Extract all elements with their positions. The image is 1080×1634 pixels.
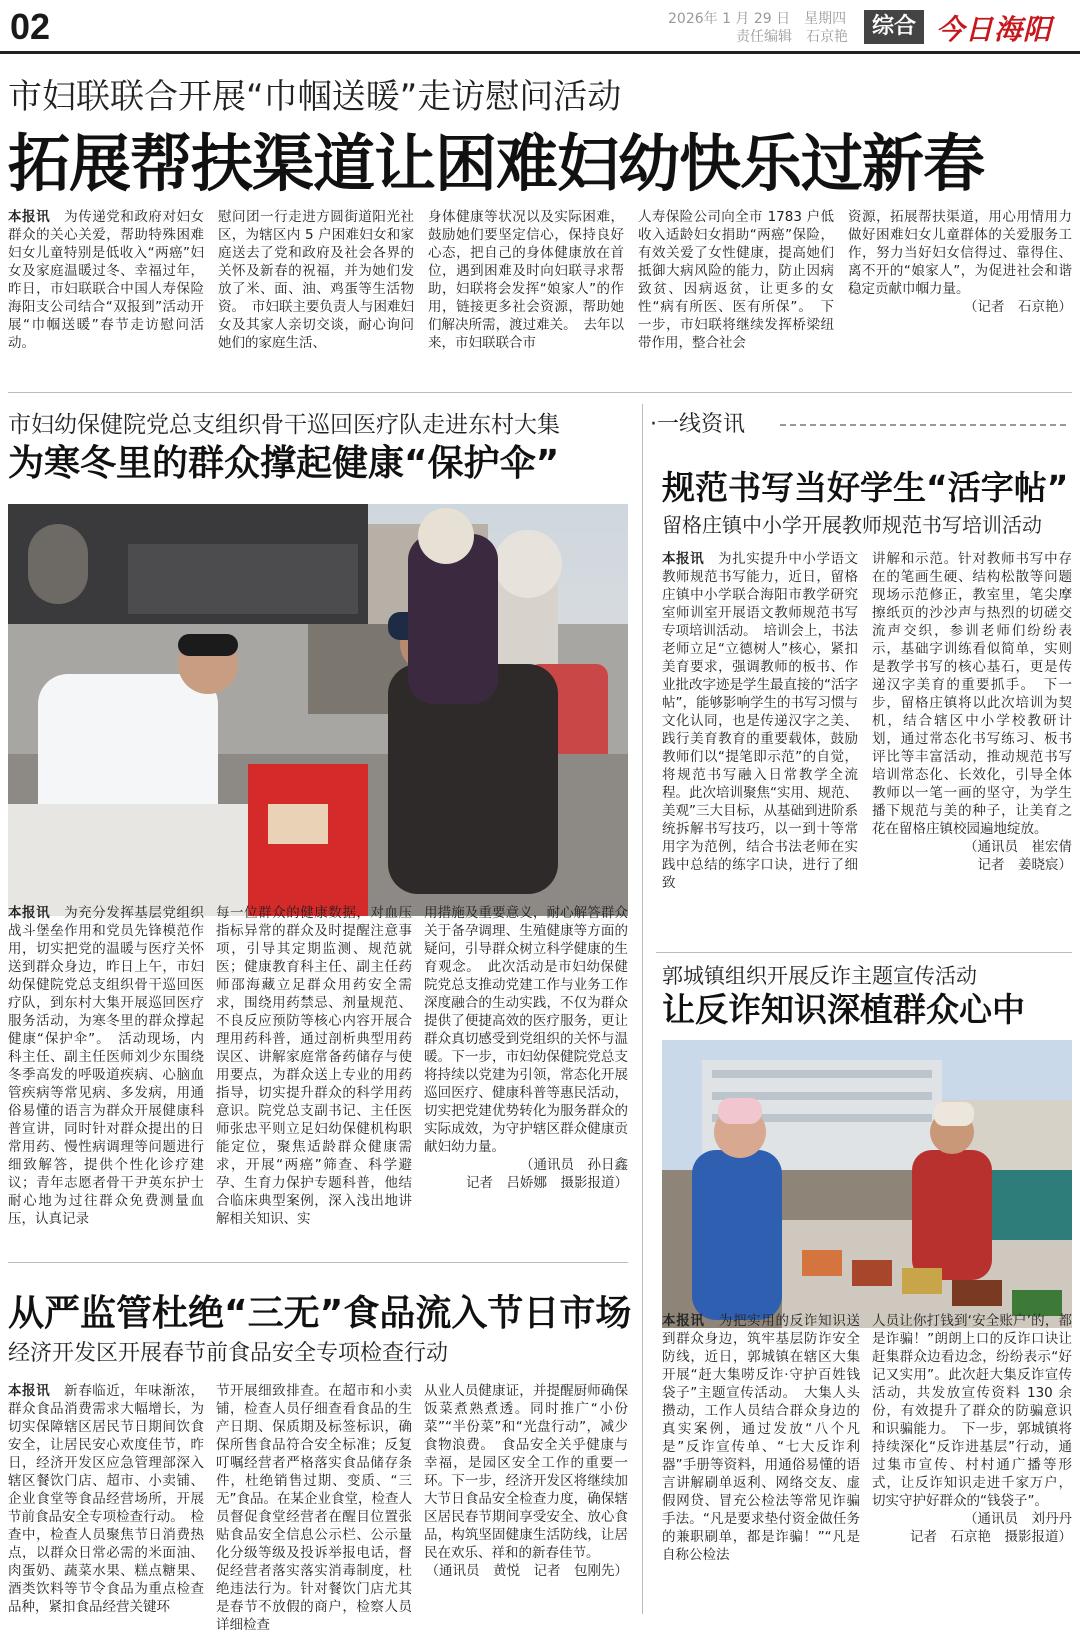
article2-column-2 (216, 904, 412, 1228)
page-number: 02 (10, 6, 51, 47)
article2-kicker: 市妇幼保健院党总支组织骨干巡回医疗队走进东村大集 (8, 412, 560, 438)
article2-byline-1: （通讯员 孙日鑫 (520, 1157, 628, 1173)
article3-column-2 (872, 550, 1072, 874)
divider-line (656, 952, 1072, 953)
article2-headline: 为寒冬里的群众撑起健康“保护伞” (8, 443, 560, 484)
article5-column-3 (424, 1382, 628, 1580)
article5-column-1 (8, 1382, 204, 1616)
article2-column-1 (8, 904, 204, 1228)
article2-photo (8, 504, 628, 916)
article2-column-3 (424, 904, 628, 1192)
article1-text-2: 慰问团一行走进方圆街道阳光社区，为辖区内 5 户困难妇女和家庭送去了党和政府及社会各界的关怀及新春的祝福，并为她们发放了米、面、油、鸡蛋等生活物资。 市妇联主要负责人与困难妇女及其家人亲切交谈，耐心询问她们的家庭生活、 (218, 209, 414, 351)
column-divider (642, 404, 643, 1614)
article3-headline: 规范书写当好学生“活字帖” (662, 468, 1069, 507)
article4-lead: 本报讯 (662, 1313, 705, 1329)
article5-text-2: 节开展细致排查。在超市和小卖铺，检查人员仔细查看食品的生产日期、保质期及标签标识，确保所售食品符合安全标准；反复叮嘱经营者严格落实食品储存条件，杜绝销售过期、变质、“三无”食品。在某企业食堂，检查人员督促食堂经营者在醒目位置张贴食品安全信息公示栏、公示量化分级等级及投诉举报电话，督促经营者落实落实消毒制度，杜绝违法行为。针对餐饮门店尤其是春节不放假的商户，检察人员详细检查 (216, 1383, 412, 1633)
article3-byline-1: （通讯员 崔宏倩 (964, 839, 1072, 855)
article3-column-1 (662, 550, 858, 892)
article5-lead: 本报讯 (8, 1383, 51, 1399)
article3-subtitle: 留格庄镇中小学开展教师规范书写培训活动 (662, 513, 1042, 537)
article4-byline-1: （通讯员 刘丹丹 (964, 1511, 1072, 1527)
article1-column-3 (428, 208, 624, 352)
article4-kicker: 郭城镇组织开展反诈主题宣传活动 (662, 964, 977, 988)
article5-byline: （通讯员 黄悦 记者 包刚先） (425, 1563, 628, 1579)
divider-line (8, 392, 1072, 393)
article1-column-4 (638, 208, 834, 352)
article5-headline: 从严监管杜绝“三无”食品流入节日市场 (8, 1293, 632, 1334)
article4-column-1 (662, 1312, 860, 1564)
article1-byline: （记者 石京艳） (964, 299, 1072, 315)
article2-byline-2: 记者 吕娇娜 摄影报道） (466, 1175, 628, 1191)
article4-text-1: 为把实用的反诈知识送到群众身边，筑牢基层防诈安全防线，近日，郭城镇在辖区大集开展“赶大集唠反诈·守护百姓钱袋子”主题宣传活动。 大集人头攒动，工作人员结合群众身边的真实案例，通过发放“八个凡是”反诈宣传单、“七大反诈利器”手册等资料，用通俗易懂的语言讲解刷单返利、网络交友、虚假网贷、冒充公检法等常见诈骗手法。“凡是要求垫付资金做任务的兼职刷单，都是诈骗！”“凡是自称公检法 (662, 1313, 861, 1563)
article3-lead: 本报讯 (662, 551, 705, 567)
article4-photo (662, 1040, 1072, 1328)
article5-text-1: 新春临近，年味渐浓，群众食品消费需求大幅增长，为切实保障辖区居民节日期间饮食安全，让居民安心欢度佳节，昨日，经济开发区应急管理部深入辖区餐饮门店、超市、小卖铺、企业食堂等食品经营场所，开展节前食品安全专项检查行动。 检查中，检查人员聚焦节日消费热点，以群众日常必需的米面油、肉蛋奶、蔬菜水果、糕点糖果、酒类饮料等节令食品为重点检查品种，紧扣食品经营关键环 (8, 1383, 205, 1615)
article1-text-1: 为传递党和政府对妇女群众的关心关爱，帮助特殊困难妇女儿童特别是低收入“两癌”妇女及家庭温暖过冬、幸福过年，昨日，市妇联联合中国人寿保险海阳支公司结合“双报到”活动开展“巾帼送暖”春节走访慰问活动。 (8, 209, 205, 351)
article1-column-2 (218, 208, 414, 352)
medical-outreach-photo (8, 504, 628, 916)
article1-text-5: 资源，拓展帮扶渠道，用心用情用力做好困难妇女儿童群体的关爱服务工作，努力当好妇女信得过、靠得住、离不开的“娘家人”，为促进社会和谐稳定贡献巾帼力量。 (848, 209, 1072, 297)
article5-text-3: 从业人员健康证，并提醒厨师确保饭菜煮熟煮透。同时推广“小份菜”“半份菜”和“光盘行动”，减少食物浪费。 食品安全关乎健康与幸福，是园区安全工作的重要一环。下一步，经济开发区将继续加大节日食品安全检查力度，确保辖区居民春节期间享受安全、放心食品，构筑坚固健康生活防线，让居民在欢乐、祥和的新春佳节。 (424, 1383, 628, 1561)
article3-byline-2: 记者 姜晓宸） (977, 857, 1072, 873)
article4-byline-2: 记者 石京艳 摄影报道） (910, 1529, 1072, 1545)
section-badge: 综合 (864, 10, 924, 44)
article1-headline: 拓展帮扶渠道让困难妇幼快乐过新春 (8, 127, 985, 200)
article4-column-2 (872, 1312, 1072, 1546)
editor-credit: 责任编辑 石京艳 (736, 29, 848, 45)
article1-column-5 (848, 208, 1072, 316)
article3-text-1: 为扎实提升中小学语文教师规范书写能力，近日，留格庄镇中小学联合海阳市教学研究室师训室开展语文教师规范书写专项培训活动。 培训会上，书法老师立足“立德树人”核心，紧扣美育要求，强调教师的板书、作业批改字迹是学生最直接的“活字帖”，能够影响学生的书写习惯与文化认同，也是传递汉字之美、践行美育教育的重要载体，鼓励教师们以“提笔即示范”的自觉，将规范书写融入日常教学全流程。此次培训聚焦“实用、规范、美观”三大目标，从基础到进阶系统拆解书写技巧，以一到十等常用字为范例，结合书法老师在实践中总结的练字口诀，进行了细致 (662, 551, 859, 891)
anti-fraud-market-photo (662, 1040, 1072, 1328)
article2-text-1: 为充分发挥基层党组织战斗堡垒作用和党员先锋模范作用，切实把党的温暖与医疗关怀送到群众身边，昨日上午，市妇幼保健院党总支组织骨干巡回医疗队，到东村大集开展巡回医疗服务活动，为寒冬里的群众撑起健康“保护伞”。 活动现场，内科主任、副主任医师刘少东围绕冬季高发的呼吸道疾病、心脑血管疾病等常见病、多发病，用通俗易懂的语言为群众开展健康科普宣讲，同时针对群众提出的日常用药、慢性病调理等问题进行细致解答，提供个性化诊疗建议；青年志愿者骨干尹英东护士耐心地为过往群众免费测量血压，认真记录 (8, 905, 205, 1227)
article5-column-2 (216, 1382, 412, 1634)
publication-date: 2026年 1 月 29 日 星期四 (668, 11, 847, 27)
divider-line (8, 1262, 628, 1263)
article1-kicker: 市妇联联合开展“巾帼送暖”走访慰问活动 (8, 77, 622, 117)
news-column-tag: ·一线资讯 (650, 412, 745, 437)
article3-text-2: 讲解和示范。针对教师书写中存在的笔画生硬、结构松散等问题现场示范修正，教室里，笔尖摩擦纸页的沙沙声与热烈的切磋交流声交织，参训老师们纷纷表示，基础字训练看似简单，实则是教学书写的核心基石，更是传递汉字美育的重要抓手。 下一步，留格庄镇将以此次培训为契机，结合辖区中小学校教研计划，通过常态化书写练习、板书评比等丰富活动，推动规范书写培训常态化、长效化，引导全体教师以一笔一画的坚守，为学生播下规范与美的种子，让美育之花在留格庄镇校园遍地绽放。 (872, 551, 1072, 837)
newspaper-logo: 今日海阳 (936, 13, 1053, 46)
article4-text-2: 人员让你打钱到‘安全账户’的，都是诈骗！”朗朗上口的反诈口诀让赶集群众边看边念，纷纷表示“好记又实用”。此次赶大集反诈宣传活动，共发放宣传资料 130 余份，有效提升了群众的防骗意识和识骗能力。 下一步，郭城镇将持续深化“反诈进基层”行动，通过集市宣传、村村通广播等形式，让反诈知识走进千家万户，切实守护好群众的“钱袋子”。 (872, 1313, 1072, 1509)
dashed-rule (780, 424, 1070, 426)
article2-text-2: 每一位群众的健康数据，对血压指标异常的群众及时提醒注意事项，引导其定期监测、规范就医；健康教育科主任、副主任药师邵海藏立足群众用药安全需求，围绕用药禁忌、剂量规范、不良反应预防等核心内容开展合理用药科普，通过剖析典型用药误区、讲解家庭常备药储存与使用要点，为群众送上专业的用药指导，切实提升群众的科学用药意识。院党总支副书记、主任医师张忠平则立足妇幼保健机构职能定位，聚焦适龄群众健康需求，开展“两癌”筛查、科学避孕、生育力保护专题科普，他结合临床典型案例，深入浅出地讲解相关知识、实 (216, 905, 412, 1227)
article4-headline: 让反诈知识深植群众心中 (662, 990, 1025, 1029)
article1-column-1 (8, 208, 204, 352)
article5-subtitle: 经济开发区开展春节前食品安全专项检查行动 (8, 1341, 449, 1366)
article1-lead: 本报讯 (8, 209, 51, 225)
article1-text-3: 身体健康等状况以及实际困难，鼓励她们要坚定信心，保持良好心态，把自己的身体健康放在首位，遇到困难及时向妇联寻求帮助，妇联将会发挥“娘家人”的作用，链接更多社会资源，帮助她们解决所需，渡过难关。 去年以来，市妇联联合市 (428, 209, 624, 351)
article1-text-4: 人寿保险公司向全市 1783 户低收入适龄妇女捐助“两癌”保险，有效关爱了女性健康，提高她们抵御大病风险的能力，防止因病致贫、因病返贫，让更多的女性“病有所医、医有所保”。 下一步，市妇联将继续发挥桥梁纽带作用，整合社会 (638, 209, 834, 351)
article2-lead: 本报讯 (8, 905, 51, 921)
article2-text-3: 用措施及重要意义，耐心解答群众关于备孕调理、生殖健康等方面的疑问，引导群众树立科学健康的生育观念。 此次活动是市妇幼保健院党总支推动党建工作与业务工作深度融合的生动实践，不仅为群众提供了便捷高效的医疗服务，更让群众真切感受到党组织的关怀与温暖。下一步，市妇幼保健院党总支将持续以党建为引领，常态化开展巡回医疗、健康科普等惠民活动，切实把党建优势转化为服务群众的实际成效，为守护辖区群众健康贡献妇幼力量。 (424, 905, 628, 1155)
masthead (0, 0, 1080, 54)
